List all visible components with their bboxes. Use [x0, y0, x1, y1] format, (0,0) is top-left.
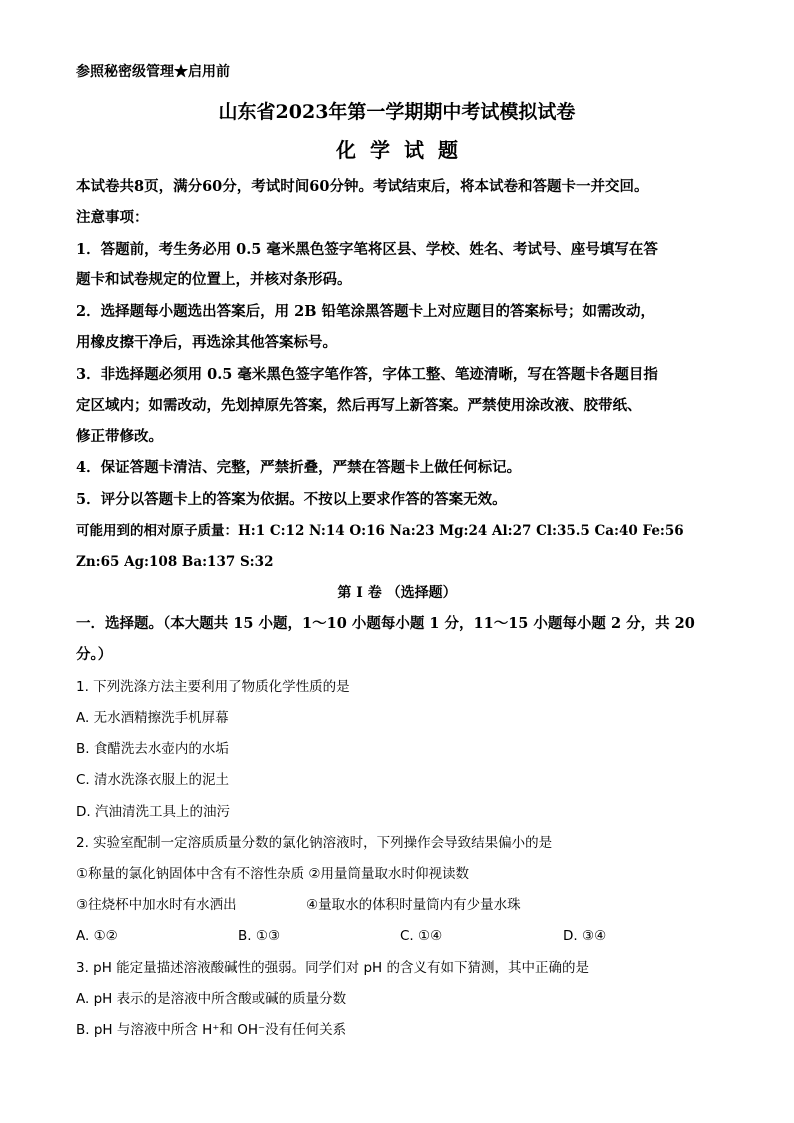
exam-title: 山东省2023年第一学期期中考试模拟试卷 [218, 101, 576, 123]
question-1-option-a: A. 无水酒精擦洗手机屏幕 [76, 710, 229, 726]
atomic-mass-line-b: Zn:65 Ag:108 Ba:137 S:32 [76, 554, 274, 570]
question-2-items-1-2: ①称量的氯化钠固体中含有不溶性杂质 ②用量筒量取水时仰视读数 [76, 866, 469, 882]
question-1-stem: 1. 下列洗涤方法主要利用了物质化学性质的是 [76, 679, 350, 695]
subject-title: 化学试题 [336, 138, 472, 162]
question-2-option-b: B. ①③ [238, 928, 281, 944]
note-1-line-b: 题卡和试卷规定的位置上，并核对条形码。 [76, 271, 352, 288]
question-1-option-c: C. 清水洗涤衣服上的泥土 [76, 772, 230, 788]
question-1-option-b: B. 食醋洗去水壶内的水垢 [76, 741, 229, 757]
question-3-stem: 3. pH 能定量描述溶液酸碱性的强弱。同学们对 pH 的含义有如下猜测，其中正确的是 [76, 960, 589, 976]
note-1-line-a: 1．答题前，考生务必用 0.5 毫米黑色签字笔将区县、学校、姓名、考试号、座号填写在答 [76, 241, 658, 258]
part-1-instructions-a: 一．选择题。（本大题共 15 小题，1～10 小题每小题 1 分，11～15 小题每小题 2 分，共 20 [76, 615, 695, 632]
note-3-line-c: 修正带修改。 [76, 428, 163, 445]
note-2-line-b: 用橡皮擦干净后，再选涂其他答案标号。 [76, 334, 337, 351]
question-2-stem: 2. 实验室配制一定溶质质量分数的氯化钠溶液时，下列操作会导致结果偏小的是 [76, 835, 553, 851]
note-3-line-a: 3．非选择题必须用 0.5 毫米黑色签字笔作答，字体工整、笔迹清晰，写在答题卡各题目指 [76, 366, 658, 383]
question-3-option-b: B. pH 与溶液中所含 H⁺和 OH⁻没有任何关系 [76, 1022, 347, 1038]
question-2-item-3: ③往烧杯中加水时有水洒出 [76, 897, 237, 913]
note-2-line-a: 2．选择题每小题选出答案后，用 2B 铅笔涂黑答题卡上对应题目的答案标号；如需改动， [76, 303, 656, 320]
intro-line: 本试卷共8页，满分60分，考试时间60分钟。考试结束后，将本试卷和答题卡一并交回。 [76, 178, 649, 195]
atomic-mass-line-a: 可能用到的相对原子质量：H:1 C:12 N:14 O:16 Na:23 Mg:24 Al:27 Cl:35.5 Ca:40 Fe:56 [76, 523, 684, 539]
question-2-option-d: D. ③④ [563, 928, 607, 944]
note-5: 5．评分以答题卡上的答案为依据。不按以上要求作答的答案无效。 [76, 491, 507, 508]
question-3-option-a: A. pH 表示的是溶液中所含酸或碱的质量分数 [76, 991, 347, 1007]
question-2-option-c: C. ①④ [400, 928, 443, 944]
question-1-option-d: D. 汽油清洗工具上的油污 [76, 804, 230, 820]
part-1-instructions-b: 分。） [76, 646, 113, 663]
confidential-label: 参照秘密级管理★启用前 [76, 64, 230, 80]
section-title: 第 I 卷 （选择题） [337, 585, 457, 601]
notes-heading: 注意事项： [76, 209, 149, 226]
note-3-line-b: 定区域内；如需改动，先划掉原先答案，然后再写上新答案。严禁使用涂改液、胶带纸、 [76, 397, 642, 414]
question-2-option-a: A. ①② [76, 928, 118, 944]
note-4: 4．保证答题卡清洁、完整，严禁折叠，严禁在答题卡上做任何标记。 [76, 459, 522, 476]
question-2-item-4: ④量取水的体积时量筒内有少量水珠 [306, 897, 521, 913]
